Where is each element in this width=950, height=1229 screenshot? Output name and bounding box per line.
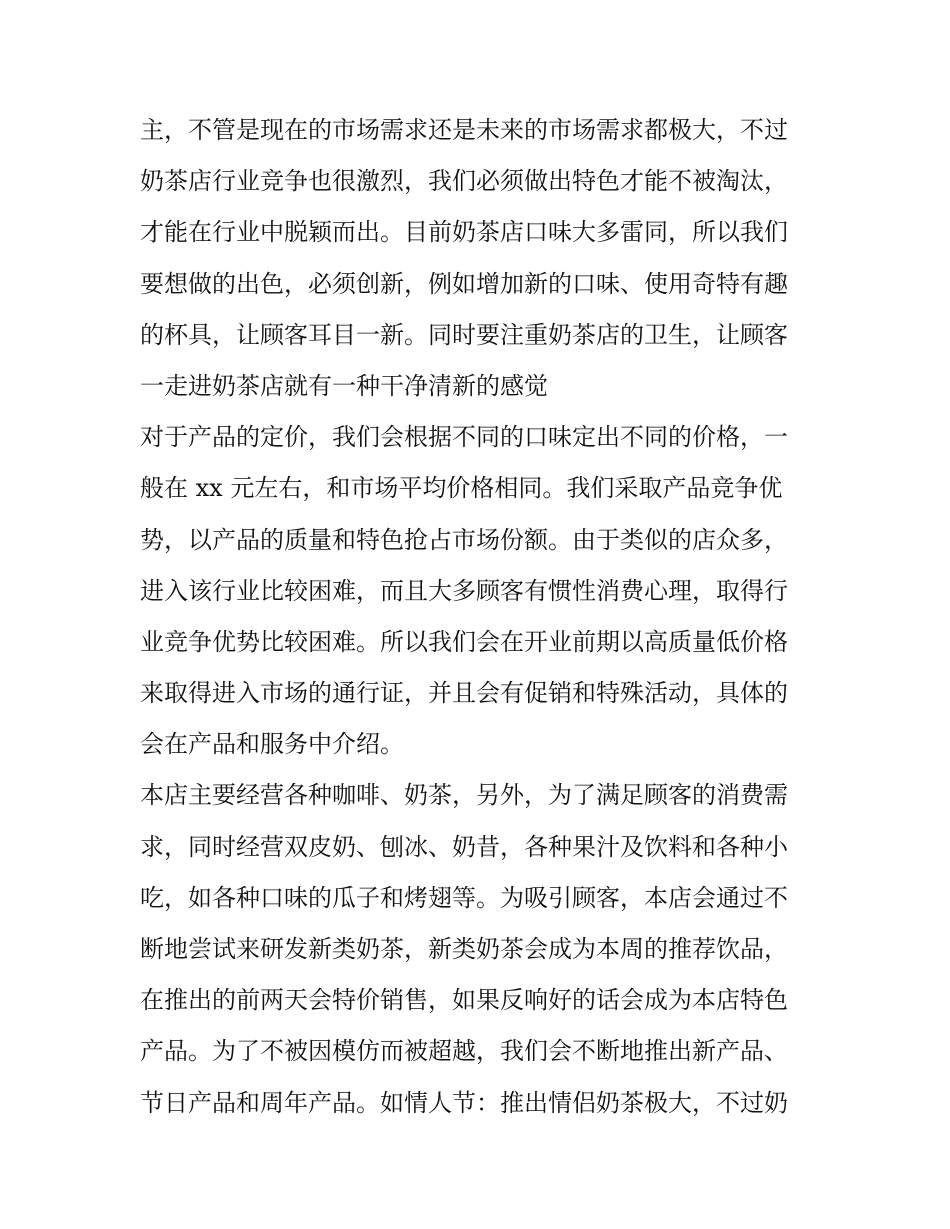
text-line: 奶茶店行业竞争也很激烈，我们必须做出特色才能不被淘汰， (140, 167, 788, 196)
text-line: 业竞争优势比较困难。所以我们会在开业前期以高质量低价格 (140, 627, 788, 656)
text-line: 来取得进入市场的通行证，并且会有促销和特殊活动，具体的 (140, 679, 788, 708)
paragraph (140, 770, 820, 1128)
paragraph (140, 105, 820, 412)
text-line: 节日产品和周年产品。如情人节：推出情侣奶茶极大，不过奶 (140, 1088, 788, 1117)
document-body (140, 105, 820, 1129)
paragraph (140, 412, 820, 770)
text-line: 产品。为了不被因模仿而被超越，我们会不断地推出新产品、 (140, 1037, 788, 1066)
text-line: 般在 xx 元左右，和市场平均价格相同。我们采取产品竞争优 (140, 474, 783, 503)
text-line: 才能在行业中脱颖而出。目前奶茶店口味大多雷同，所以我们 (140, 218, 788, 247)
text-line: 一走进奶茶店就有一种干净清新的感觉 (140, 371, 548, 400)
text-line: 吃，如各种口味的瓜子和烤翅等。为吸引顾客，本店会通过不 (140, 883, 788, 912)
text-line: 求，同时经营双皮奶、刨冰、奶昔，各种果汁及饮料和各种小 (140, 832, 788, 861)
text-line: 在推出的前两天会特价销售，如果反响好的话会成为本店特色 (140, 986, 788, 1015)
text-line: 本店主要经营各种咖啡、奶茶，另外，为了满足顾客的消费需 (140, 781, 788, 810)
text-line: 势，以产品的质量和特色抢占市场份额。由于类似的店众多， (140, 525, 788, 554)
text-line: 会在产品和服务中介绍。 (140, 730, 404, 759)
text-line: 要想做的出色，必须创新，例如增加新的口味、使用奇特有趣 (140, 269, 788, 298)
text-line: 主，不管是现在的市场需求还是未来的市场需求都极大，不过 (140, 116, 788, 144)
text-line: 的杯具，让顾客耳目一新。同时要注重奶茶店的卫生，让顾客 (140, 320, 788, 349)
text-line: 对于产品的定价，我们会根据不同的口味定出不同的价格，一 (140, 423, 788, 452)
text-line: 进入该行业比较困难，而且大多顾客有惯性消费心理，取得行 (140, 576, 788, 605)
text-line: 断地尝试来研发新类奶茶，新类奶茶会成为本周的推荐饮品， (140, 935, 788, 963)
